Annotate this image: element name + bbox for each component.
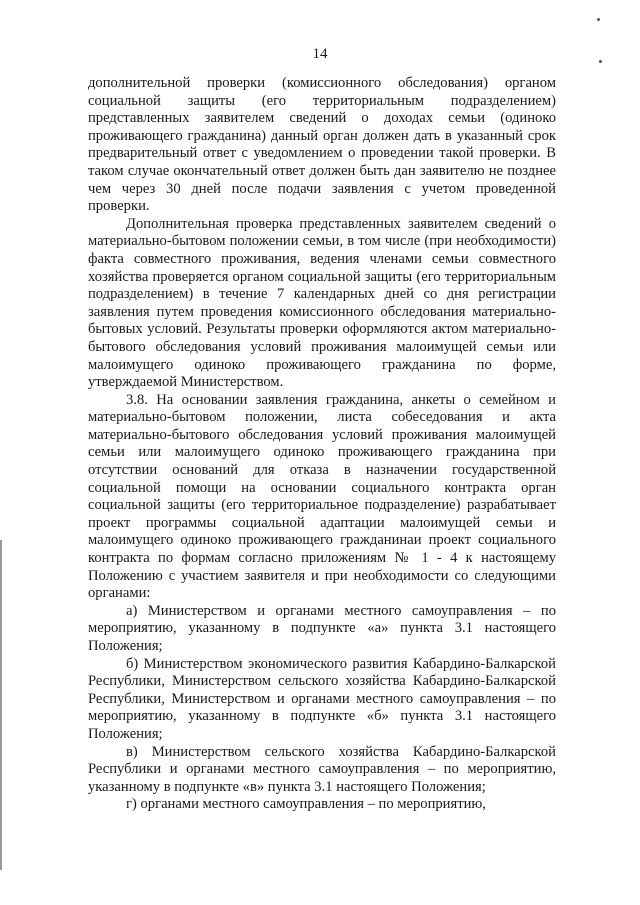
list-item-a: а) Министерством и органами местного самоуправления – по мероприятию, указанному в подпункте «а» пункта 3.1 настоящего Положения; [88, 602, 556, 654]
paragraph-3-8: 3.8. На основании заявления гражданина, анкеты о семейном и материально-бытовом положении, листа собеседования и акта материально-бытового обследования условий проживания малоимущей семьи или малоимущего одиноко проживающего гражданина при отсутствии оснований для отказа в назначении государственной социальной помощи на основании социального контракта орган социальной защиты (его территориальное подразделение) разрабатывает проект программы социальной адаптации малоимущей семьи и малоимущего одиноко проживающего гражданинаи проект социального контракта по формам согласно приложениям № 1 - 4 к настоящему Положению с участием заявителя и при необходимости со следующими органами: [88, 391, 556, 602]
paragraph-continuation: дополнительной проверки (комиссионного обследования) органом социальной защиты (его территориальным подразделением) представленных заявителем сведений о доходах семьи (одиноко проживающего гражданина) данный орган должен дать в указанный срок предварительный ответ с уведомлением о проведении такой проверки. В таком случае окончательный ответ должен быть дан заявителю не позднее чем через 30 дней после подачи заявления с учетом проведенной проверки. [88, 75, 556, 215]
scan-speck-top [597, 18, 600, 21]
list-item-g: г) органами местного самоуправления – по мероприятию, [126, 796, 486, 813]
list-item-v: в) Министерством сельского хозяйства Кабардино-Балкарской Республики и органами местного самоуправления – по мероприятию, указанному в подпункте «в» пункта 3.1 настоящего Положения; [88, 743, 556, 795]
list-item-b: б) Министерством экономического развития Кабардино-Балкарской Республики, Министерством сельского хозяйства Кабардино-Балкарской Республики, Министерством и органами местного самоуправления – по мероприятию, указанному в подпункте «б» пункта 3.1 настоящего Положения; [88, 655, 556, 742]
scan-edge-left [0, 540, 2, 870]
document-body [88, 75, 556, 814]
paragraph-additional-check: Дополнительная проверка представленных заявителем сведений о материально-бытовом положении семьи, в том числе (при необходимости) факта совместного проживания, ведения членами семьи совместного хозяйства проверяется органом социальной защиты (его территориальным подразделением) в течение 7 календарных дней со дня регистрации заявления путем проведения комиссионного обследования материально-бытовых условий. Результаты проверки оформляются актом материально-бытового обследования условий проживания малоимущей семьи или малоимущего одиноко проживающего гражданина по форме, утверждаемой Министерством. [88, 215, 556, 391]
page-number: 14 [312, 46, 328, 62]
